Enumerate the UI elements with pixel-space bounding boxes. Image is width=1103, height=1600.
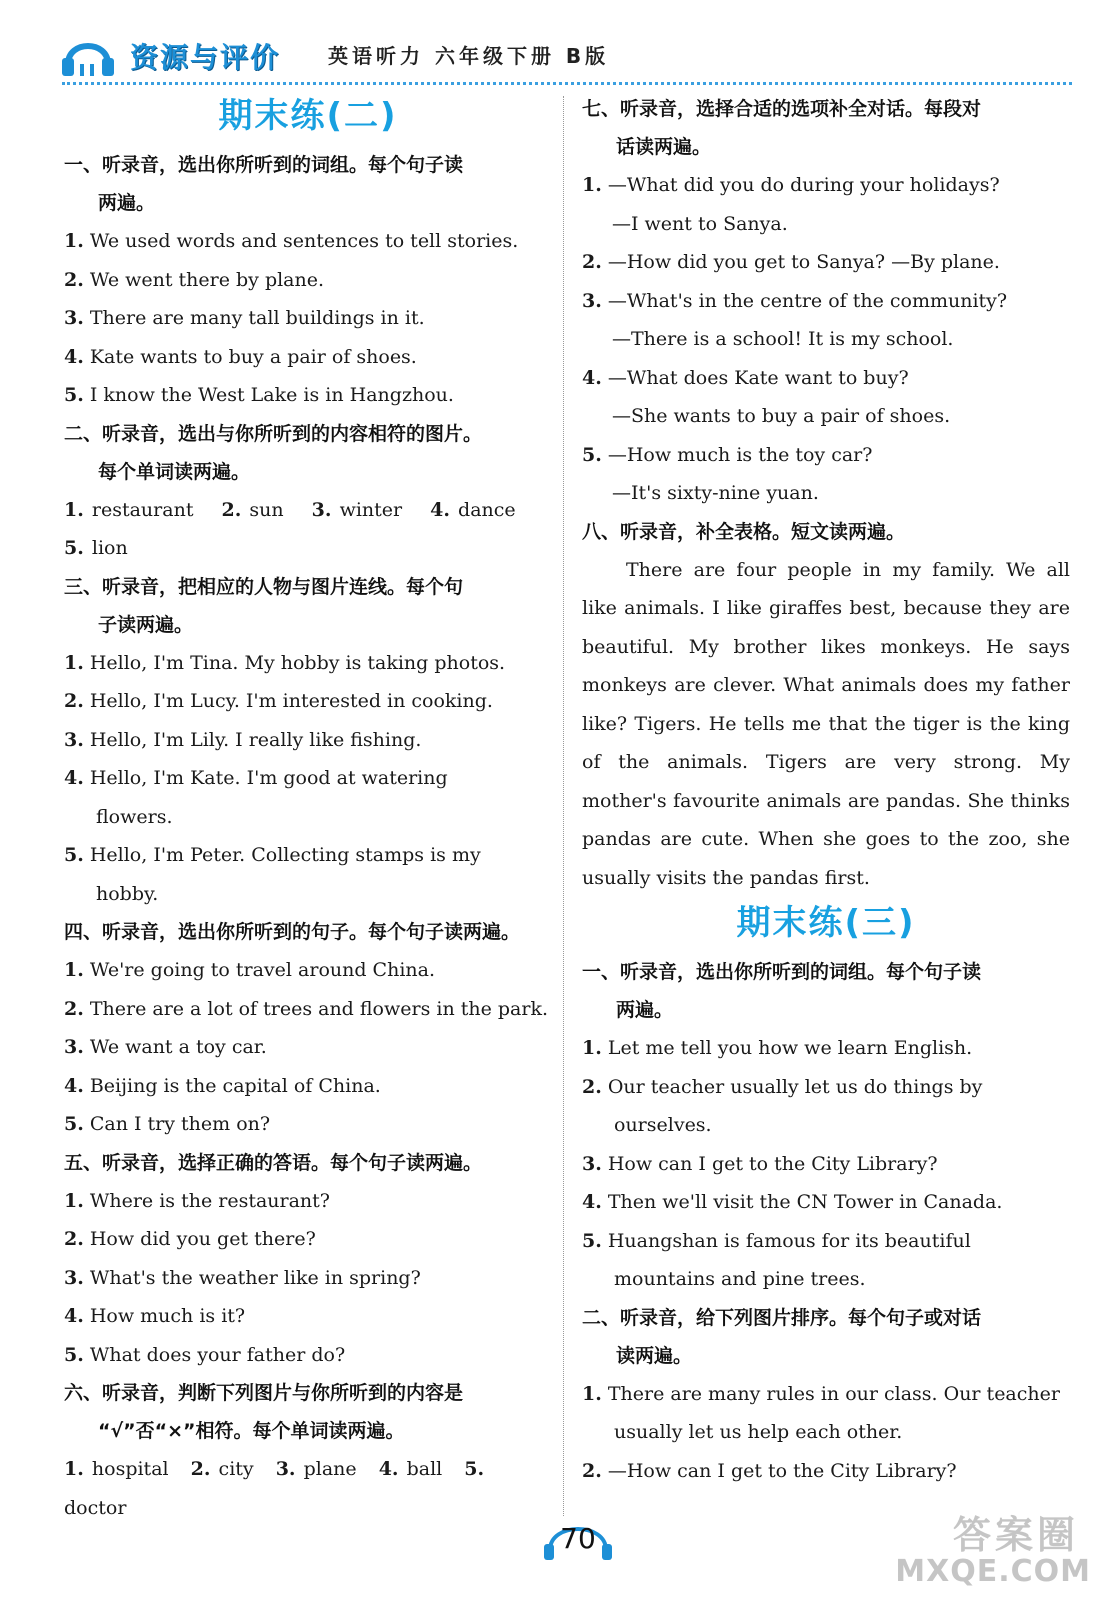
- list-item: 4. How much is it?: [64, 1305, 246, 1327]
- section-title: 期末练(二): [218, 96, 398, 136]
- list-item: 3. What's the weather like in spring?: [64, 1266, 421, 1289]
- list-item: 1. Hello, I'm Tina. My hobby is taking photos.: [64, 651, 506, 674]
- question-prompt: 四、听录音，选出你所听到的句子。每个句子读两遍。: [64, 921, 521, 943]
- question-prompt: 一、听录音，选出你所听到的词组。每个句子读: [64, 154, 464, 176]
- column-divider: [563, 96, 564, 1516]
- question-prompt: 八、听录音，补全表格。短文读两遍。: [582, 520, 906, 543]
- question-prompt-cont: 子读两遍。: [98, 613, 194, 636]
- list-item: 2. Hello, I'm Lucy. I'm interested in cooking.: [64, 690, 493, 712]
- question-prompt: 七、听录音，选择合适的选项补全对话。每段对: [582, 98, 982, 120]
- word-list: 5. lion: [64, 537, 128, 559]
- page-header: [60, 30, 1070, 82]
- list-item: 5. What does your father do?: [64, 1343, 346, 1366]
- right-column: [582, 90, 1070, 1490]
- book-subtitle: 英语听力 六年级下册 B版: [328, 44, 610, 68]
- section-title: 期末练(三): [736, 903, 916, 943]
- question-prompt: 二、听录音，给下列图片排序。每个句子或对话: [582, 1306, 982, 1329]
- list-item: 1. There are many rules in our class. Our teacher usually let us help each other.: [582, 1382, 1060, 1443]
- list-item: 2. —How did you get to Sanya? —By plane.: [582, 251, 1000, 273]
- question-heading: [582, 1299, 1070, 1375]
- question-prompt: 五、听录音，选择正确的答语。每个句子读两遍。: [64, 1151, 483, 1174]
- brand-title: 资源与评价: [130, 41, 281, 74]
- list-item: 3. There are many tall buildings in it.: [64, 307, 425, 329]
- watermark-url: MXQE.COM: [895, 1554, 1091, 1589]
- word-list: 1. restaurant 2. sun 3. winter 4. dance: [64, 498, 516, 521]
- list-item: 2. —How can I get to the City Library?: [582, 1459, 957, 1482]
- watermark-text: 答案圈: [952, 1513, 1079, 1557]
- list-item: 3. Hello, I'm Lily. I really like fishing.: [64, 728, 422, 751]
- question-heading: [64, 1374, 552, 1450]
- list-item: 4. —What does Kate want to buy? —She wants to buy a pair of shoes.: [582, 366, 951, 427]
- list-item: 4. Beijing is the capital of China.: [64, 1074, 381, 1097]
- listening-passage: There are four people in my family. We all like animals. I like giraffes best, because they are beautiful. My brother likes monkeys. He says monkeys are clever. What animals does my father like? Tigers. He tells me that the tiger is the king of the animals. Tigers are very strong. My mother's favourite animals are pandas. She thinks pandas are cute. When she goes to the zoo, she usually visits the pandas first.: [582, 558, 1070, 889]
- list-item: 2. We went there by plane.: [64, 268, 325, 291]
- list-item: 1. We used words and sentences to tell stories.: [64, 230, 519, 252]
- question-heading: [64, 146, 552, 222]
- header-divider: [62, 82, 1072, 85]
- list-item: 2. There are a lot of trees and flowers in the park.: [64, 997, 549, 1020]
- question-prompt: 六、听录音，判断下列图片与你所听到的内容是: [64, 1382, 464, 1404]
- list-item: 3. —What's in the centre of the community? —There is a school! It is my school.: [582, 289, 1008, 350]
- list-item: 4. Hello, I'm Kate. I'm good at watering flowers.: [64, 767, 448, 828]
- list-item: 1. —What did you do during your holidays? —I went to Sanya.: [582, 174, 1000, 235]
- list-item: 2. Our teacher usually let us do things by ourselves.: [582, 1075, 983, 1136]
- question-prompt-cont: 话读两遍。: [616, 136, 712, 158]
- page-number: [540, 1518, 616, 1562]
- question-prompt-cont: “√”否“×”相符。每个单词读两遍。: [98, 1420, 405, 1442]
- question-heading: [64, 568, 552, 644]
- list-item: 5. Huangshan is famous for its beautiful mountains and pine trees.: [582, 1229, 971, 1290]
- question-heading: [64, 1144, 552, 1182]
- question-heading: [582, 90, 1070, 166]
- list-item: 3. How can I get to the City Library?: [582, 1152, 938, 1175]
- page-number-text: 70: [560, 1522, 596, 1555]
- list-item: 4. Then we'll visit the CN Tower in Canada.: [582, 1191, 1003, 1213]
- list-item: 1. Where is the restaurant?: [64, 1189, 330, 1212]
- word-list: 1. hospital 2. city 3. plane 4. ball 5. doctor: [64, 1458, 485, 1519]
- list-item: 1. We're going to travel around China.: [64, 959, 436, 981]
- list-item: 5. —How much is the toy car? —It's sixty-nine yuan.: [582, 443, 873, 504]
- question-prompt: 一、听录音，选出你所听到的词组。每个句子读: [582, 961, 982, 983]
- list-item: 1. Let me tell you how we learn English.: [582, 1037, 973, 1059]
- list-item: 5. I know the West Lake is in Hangzhou.: [64, 384, 454, 406]
- list-item: 3. We want a toy car.: [64, 1036, 267, 1058]
- left-column: [64, 90, 552, 1527]
- question-prompt: 二、听录音，选出与你所听到的内容相符的图片。: [64, 422, 483, 445]
- question-heading: [582, 513, 1070, 551]
- question-prompt: 三、听录音，把相应的人物与图片连线。每个句: [64, 575, 464, 598]
- list-item: 5. Hello, I'm Peter. Collecting stamps is my hobby.: [64, 844, 481, 905]
- headphones-icon: [60, 30, 116, 78]
- question-heading: [582, 953, 1070, 1029]
- question-heading: [64, 415, 552, 491]
- question-prompt-cont: 两遍。: [616, 999, 674, 1021]
- list-item: 4. Kate wants to buy a pair of shoes.: [64, 345, 417, 368]
- list-item: 5. Can I try them on?: [64, 1113, 271, 1135]
- question-prompt-cont: 每个单词读两遍。: [98, 460, 251, 483]
- question-prompt-cont: 读两遍。: [616, 1344, 693, 1367]
- watermark-logo: [893, 1504, 1093, 1594]
- list-item: 2. How did you get there?: [64, 1228, 316, 1250]
- question-prompt-cont: 两遍。: [98, 192, 156, 214]
- question-heading: [64, 913, 552, 951]
